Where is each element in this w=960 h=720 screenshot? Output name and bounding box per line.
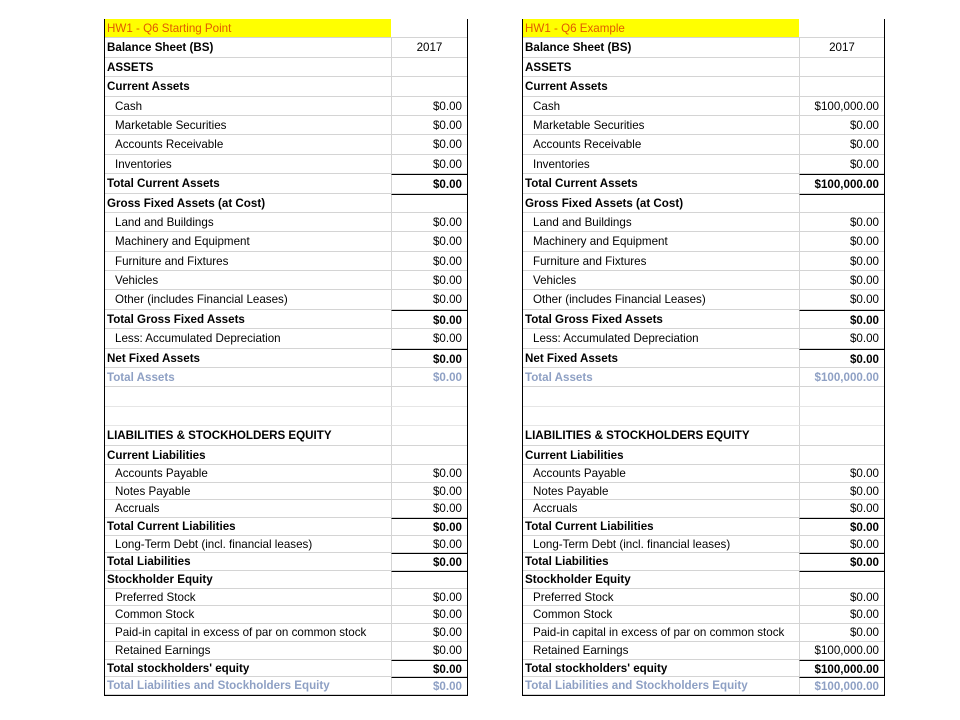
total-assets-row: Total Assets $100,000.00 <box>523 368 884 387</box>
year-label: 2017 <box>799 38 884 57</box>
furniture-row: Furniture and Fixtures $0.00 <box>523 252 884 271</box>
accruals-row: Accruals $0.00 <box>105 500 467 518</box>
accum-dep-row: Less: Accumulated Depreciation $0.00 <box>523 329 884 348</box>
common-stock-row: Common Stock $0.00 <box>523 606 884 624</box>
total-current-liabilities-row: Total Current Liabilities $0.00 <box>105 518 467 536</box>
marketable-securities-row: Marketable Securities $0.00 <box>523 116 884 135</box>
other-row: Other (includes Financial Leases) $0.00 <box>523 290 884 309</box>
blank-row <box>105 387 467 406</box>
se-heading-row: Stockholder Equity <box>105 571 467 589</box>
total-current-liabilities-row: Total Current Liabilities $0.00 <box>523 518 884 536</box>
paid-in-row: Paid-in capital in excess of par on common stock $0.00 <box>105 624 467 642</box>
total-l-se-row: Total Liabilities and Stockholders Equity $100,000.00 <box>523 677 884 695</box>
vehicles-row: Vehicles $0.00 <box>105 271 467 290</box>
preferred-stock-row: Preferred Stock $0.00 <box>105 589 467 607</box>
land-buildings-row: Land and Buildings $0.00 <box>523 213 884 232</box>
accounts-receivable-row: Accounts Receivable $0.00 <box>523 135 884 154</box>
cash-value: $0.00 <box>391 97 467 116</box>
header-label: Balance Sheet (BS) <box>105 38 391 57</box>
blank-row <box>523 387 884 406</box>
balance-sheet-example <box>522 19 885 696</box>
machinery-row: Machinery and Equipment $0.00 <box>523 232 884 251</box>
total-se-row: Total stockholders' equity $0.00 <box>105 660 467 678</box>
paid-in-row: Paid-in capital in excess of par on common stock $0.00 <box>523 624 884 642</box>
gross-fixed-heading-row: Gross Fixed Assets (at Cost) <box>105 194 467 213</box>
preferred-stock-row: Preferred Stock $0.00 <box>523 589 884 607</box>
total-current-assets-row: Total Current Assets $100,000.00 <box>523 174 884 193</box>
common-stock-row: Common Stock $0.00 <box>105 606 467 624</box>
assets-heading-row <box>105 58 467 77</box>
cash-row: Cash $0.00 <box>105 97 467 116</box>
total-gross-fixed-row: Total Gross Fixed Assets $0.00 <box>105 310 467 329</box>
net-fixed-row: Net Fixed Assets $0.00 <box>523 349 884 368</box>
sheet-title-row <box>523 19 884 38</box>
retained-earnings-row: Retained Earnings $100,000.00 <box>523 642 884 660</box>
accounts-receivable-row: Accounts Receivable $0.00 <box>105 135 467 154</box>
notes-payable-row: Notes Payable $0.00 <box>523 483 884 501</box>
total-l-se-row: Total Liabilities and Stockholders Equity $0.00 <box>105 677 467 695</box>
sheet-title: HW1 - Q6 Starting Point <box>105 19 391 38</box>
header-label: Balance Sheet (BS) <box>523 38 799 57</box>
current-assets-heading-row <box>523 77 884 96</box>
current-assets-heading: Current Assets <box>105 77 391 96</box>
se-heading-row: Stockholder Equity <box>523 571 884 589</box>
ltd-row: Long-Term Debt (incl. financial leases) $0.00 <box>523 536 884 554</box>
total-assets-row: Total Assets $0.00 <box>105 368 467 387</box>
assets-heading: ASSETS <box>523 58 799 77</box>
total-liabilities-row: Total Liabilities $0.00 <box>523 553 884 571</box>
current-assets-heading-row <box>105 77 467 96</box>
current-liabilities-heading-row: Current Liabilities <box>105 446 467 465</box>
inventories-row: Inventories $0.00 <box>523 155 884 174</box>
assets-heading: ASSETS <box>105 58 391 77</box>
gross-fixed-heading-row: Gross Fixed Assets (at Cost) <box>523 194 884 213</box>
vehicles-row: Vehicles $0.00 <box>523 271 884 290</box>
liab-heading-row: LIABILITIES & STOCKHOLDERS EQUITY <box>105 426 467 445</box>
total-liabilities-row: Total Liabilities $0.00 <box>105 553 467 571</box>
total-current-assets-row: Total Current Assets $0.00 <box>105 174 467 193</box>
liab-heading-row: LIABILITIES & STOCKHOLDERS EQUITY <box>523 426 884 445</box>
cash-row: Cash $100,000.00 <box>523 97 884 116</box>
machinery-row: Machinery and Equipment $0.00 <box>105 232 467 251</box>
retained-earnings-row: Retained Earnings $0.00 <box>105 642 467 660</box>
inventories-row: Inventories $0.00 <box>105 155 467 174</box>
other-row: Other (includes Financial Leases) $0.00 <box>105 290 467 309</box>
balance-sheet-starting-point <box>104 19 468 696</box>
assets-heading-row <box>523 58 884 77</box>
cash-value: $100,000.00 <box>799 97 884 116</box>
accounts-payable-row: Accounts Payable $0.00 <box>105 465 467 483</box>
total-se-row: Total stockholders' equity $100,000.00 <box>523 660 884 678</box>
current-assets-heading: Current Assets <box>523 77 799 96</box>
notes-payable-row: Notes Payable $0.00 <box>105 483 467 501</box>
blank-row <box>523 407 884 426</box>
accruals-row: Accruals $0.00 <box>523 500 884 518</box>
header-row <box>523 38 884 57</box>
accum-dep-row: Less: Accumulated Depreciation $0.00 <box>105 329 467 348</box>
current-liabilities-heading-row: Current Liabilities <box>523 446 884 465</box>
marketable-securities-row: Marketable Securities $0.00 <box>105 116 467 135</box>
header-row <box>105 38 467 57</box>
sheet-title: HW1 - Q6 Example <box>523 19 799 38</box>
blank-row <box>105 407 467 426</box>
accounts-payable-row: Accounts Payable $0.00 <box>523 465 884 483</box>
ltd-row: Long-Term Debt (incl. financial leases) $0.00 <box>105 536 467 554</box>
furniture-row: Furniture and Fixtures $0.00 <box>105 252 467 271</box>
sheet-title-row <box>105 19 467 38</box>
net-fixed-row: Net Fixed Assets $0.00 <box>105 349 467 368</box>
year-label: 2017 <box>391 38 467 57</box>
total-gross-fixed-row: Total Gross Fixed Assets $0.00 <box>523 310 884 329</box>
land-buildings-row: Land and Buildings $0.00 <box>105 213 467 232</box>
